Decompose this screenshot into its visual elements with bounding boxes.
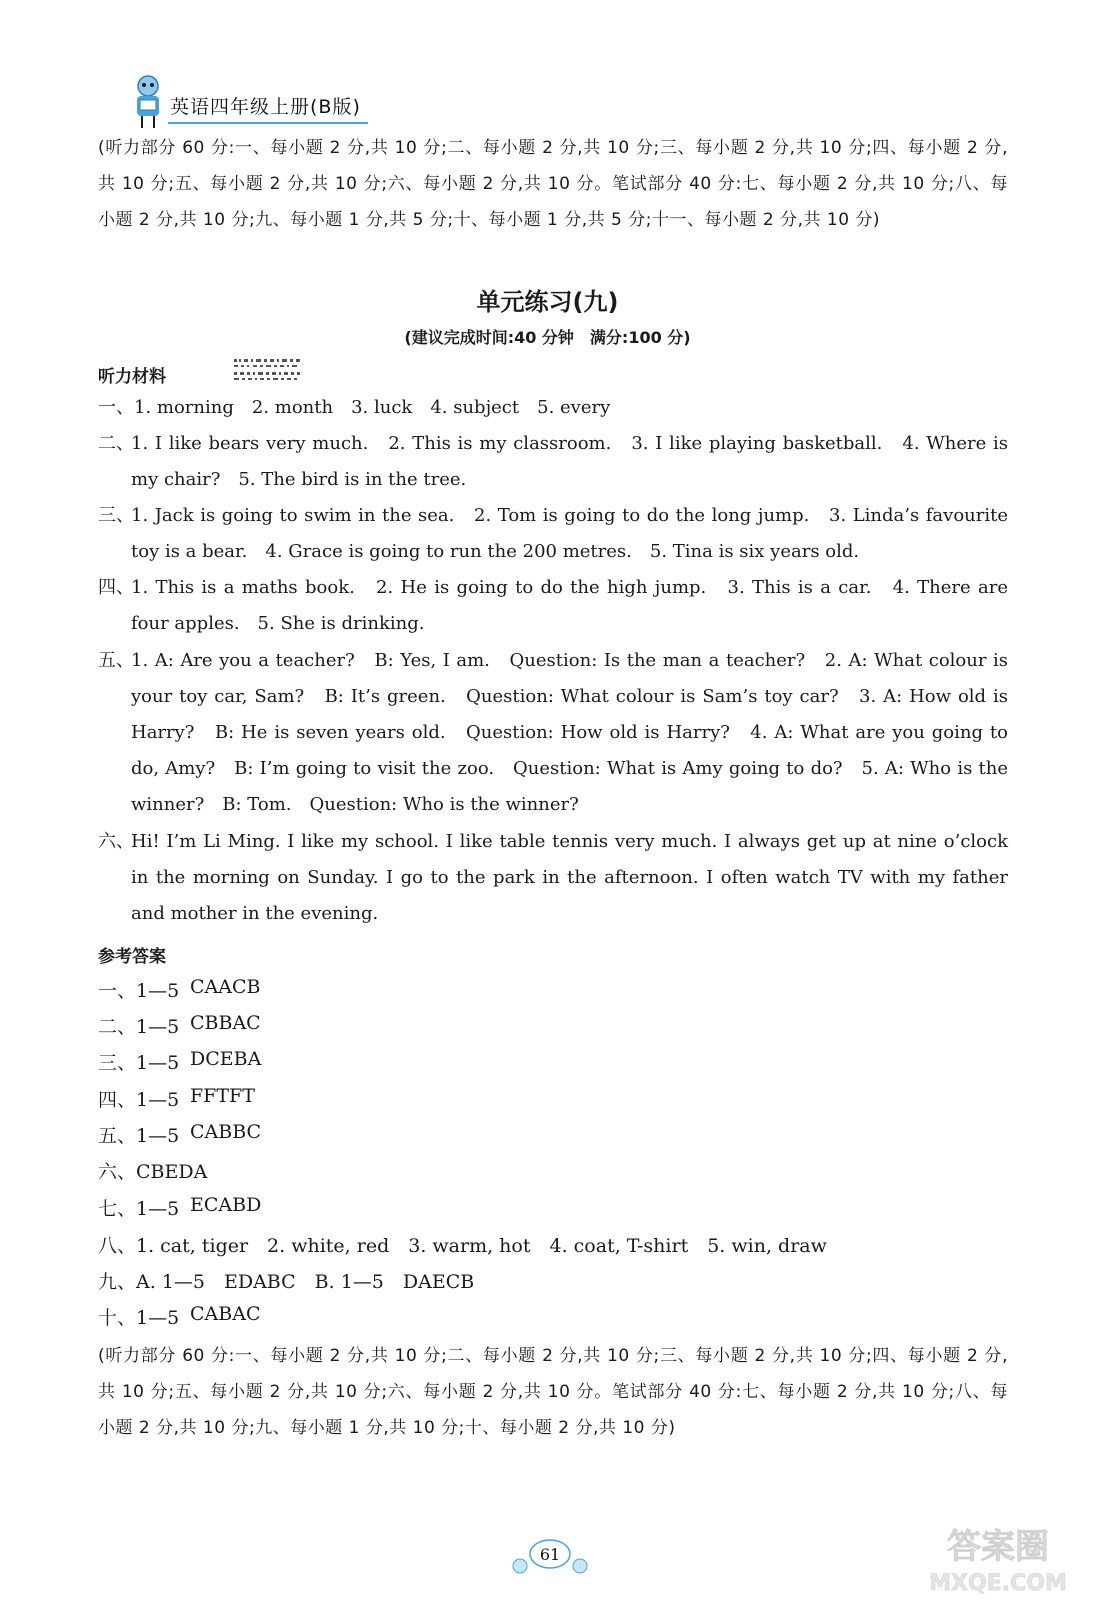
item-text: 1. A: Are you a teacher? B: Yes, I am. Question: Is the man a teacher? 2. A: What colour is your toy car, Sam? B: It’s green. Question: What colour is Sam’s toy car? 3. A: How old is Harry? B: He is seven years old. Question: How old is Harry? 4. A: What are you going to do, Amy? B: I’m going to visit the zoo. Question: What is Amy going to do? 5. A: Who is the winner? B: Tom. Question: Who is the winner? bbox=[131, 650, 1008, 815]
mascot-icon bbox=[128, 72, 168, 132]
item-text: 1. I like bears very much. 2. This is my classroom. 3. I like playing basketball. 4. Where is my chair? 5. The bird is in the tree. bbox=[131, 433, 1008, 490]
answer-prefix: 十、1—5 bbox=[98, 1307, 180, 1329]
listening-item-5 bbox=[98, 643, 1008, 823]
item-text: 1. morning 2. month 3. luck 4. subject 5. every bbox=[134, 397, 611, 418]
listening-label: 听力材料 bbox=[98, 367, 166, 387]
answer-row-10 bbox=[98, 1303, 261, 1330]
item-prefix: 五、 bbox=[98, 650, 134, 671]
bottom-score-note: (听力部分 60 分:一、每小题 2 分,共 10 分;二、每小题 2 分,共 10 分;三、每小题 2 分,共 10 分;四、每小题 2 分,共 10 分;五、每小题 2 分,共 10 分;六、每小题 2 分,共 10 分。笔试部分 40 分:七、每小题 2 分,共 10 分;八、每小题 2 分,共 10 分;九、每小题 1 分,共 10 分;十、每小题 2 分,共 10 分) bbox=[98, 1346, 1008, 1438]
page-number bbox=[510, 1536, 590, 1580]
answer-row-7 bbox=[98, 1194, 262, 1221]
page-header bbox=[120, 70, 420, 134]
item-prefix: 一、 bbox=[98, 397, 134, 418]
audio-qr-icon bbox=[232, 356, 304, 384]
answer-row-4 bbox=[98, 1085, 255, 1112]
section-title: 单元练习(九) bbox=[476, 288, 619, 316]
answer-code: CABAC bbox=[190, 1303, 261, 1325]
header-divider bbox=[168, 122, 368, 124]
listening-item-1 bbox=[98, 390, 1008, 426]
section-subtitle: (建议完成时间:40 分钟 满分:100 分) bbox=[404, 328, 691, 347]
answer-prefix: 三、1—5 bbox=[98, 1052, 180, 1074]
answer-code: CABBC bbox=[190, 1121, 262, 1143]
listening-item-6 bbox=[98, 824, 1008, 932]
listening-item-2 bbox=[98, 426, 1008, 498]
watermark-logo-text: 答案圈 bbox=[947, 1527, 1049, 1567]
item-text: 1. Jack is going to swim in the sea. 2. Tom is going to do the long jump. 3. Linda’s favourite toy is a bear. 4. Grace is going to run the 200 metres. 5. Tina is six years old. bbox=[131, 505, 1008, 562]
item-prefix: 四、 bbox=[98, 577, 134, 598]
watermark-logo bbox=[908, 1520, 1088, 1598]
answers-label: 参考答案 bbox=[98, 947, 166, 967]
answer-code: FFTFT bbox=[190, 1085, 255, 1107]
answer-prefix: 七、1—5 bbox=[98, 1198, 180, 1220]
answer-row-2 bbox=[98, 1012, 261, 1039]
answer-row-6 bbox=[98, 1157, 207, 1184]
watermark-url: MXQE.COM bbox=[929, 1571, 1067, 1596]
page-number-text: 61 bbox=[539, 1545, 561, 1564]
answer-row-8 bbox=[98, 1231, 827, 1258]
answer-row-5 bbox=[98, 1121, 262, 1148]
item-prefix: 六、 bbox=[98, 831, 134, 852]
answer-row-9 bbox=[98, 1267, 474, 1294]
answer-prefix: 一、1—5 bbox=[98, 980, 180, 1002]
item-text: Hi! I’m Li Ming. I like my school. I like table tennis very much. I always get up at nine o’clock in the morning on Sunday. I go to the park in the afternoon. I often watch TV with my father and mother in the evening. bbox=[131, 831, 1008, 924]
top-score-note: (听力部分 60 分:一、每小题 2 分,共 10 分;二、每小题 2 分,共 10 分;三、每小题 2 分,共 10 分;四、每小题 2 分,共 10 分;五、每小题 2 分,共 10 分;六、每小题 2 分,共 10 分。笔试部分 40 分:七、每小题 2 分,共 10 分;八、每小题 2 分,共 10 分;九、每小题 1 分,共 5 分;十、每小题 1 分,共 5 分;十一、每小题 2 分,共 10 分) bbox=[98, 138, 1008, 230]
answer-code: CAACB bbox=[190, 976, 261, 998]
item-prefix: 二、 bbox=[98, 433, 134, 454]
answer-code: ECABD bbox=[190, 1194, 262, 1216]
answer-code: DCEBA bbox=[190, 1048, 262, 1070]
listening-item-3 bbox=[98, 498, 1008, 570]
item-prefix: 三、 bbox=[98, 505, 134, 526]
listening-item-4 bbox=[98, 570, 1008, 642]
answer-row-1 bbox=[98, 976, 261, 1003]
answer-prefix: 八、1. cat, tiger 2. white, red 3. warm, hot 4. coat, T-shirt 5. win, draw bbox=[98, 1235, 827, 1257]
book-title: 英语四年级上册(B版) bbox=[170, 96, 361, 118]
answer-prefix: 六、CBEDA bbox=[98, 1161, 208, 1183]
answer-prefix: 九、A. 1—5 EDABC B. 1—5 DAECB bbox=[98, 1271, 475, 1293]
answer-prefix: 五、1—5 bbox=[98, 1125, 180, 1147]
item-text: 1. This is a maths book. 2. He is going to do the high jump. 3. This is a car. 4. There are four apples. 5. She is drinking. bbox=[131, 577, 1008, 634]
answer-code: CBBAC bbox=[190, 1012, 261, 1034]
answer-prefix: 四、1—5 bbox=[98, 1089, 180, 1111]
answer-prefix: 二、1—5 bbox=[98, 1016, 180, 1038]
answer-row-3 bbox=[98, 1048, 262, 1075]
